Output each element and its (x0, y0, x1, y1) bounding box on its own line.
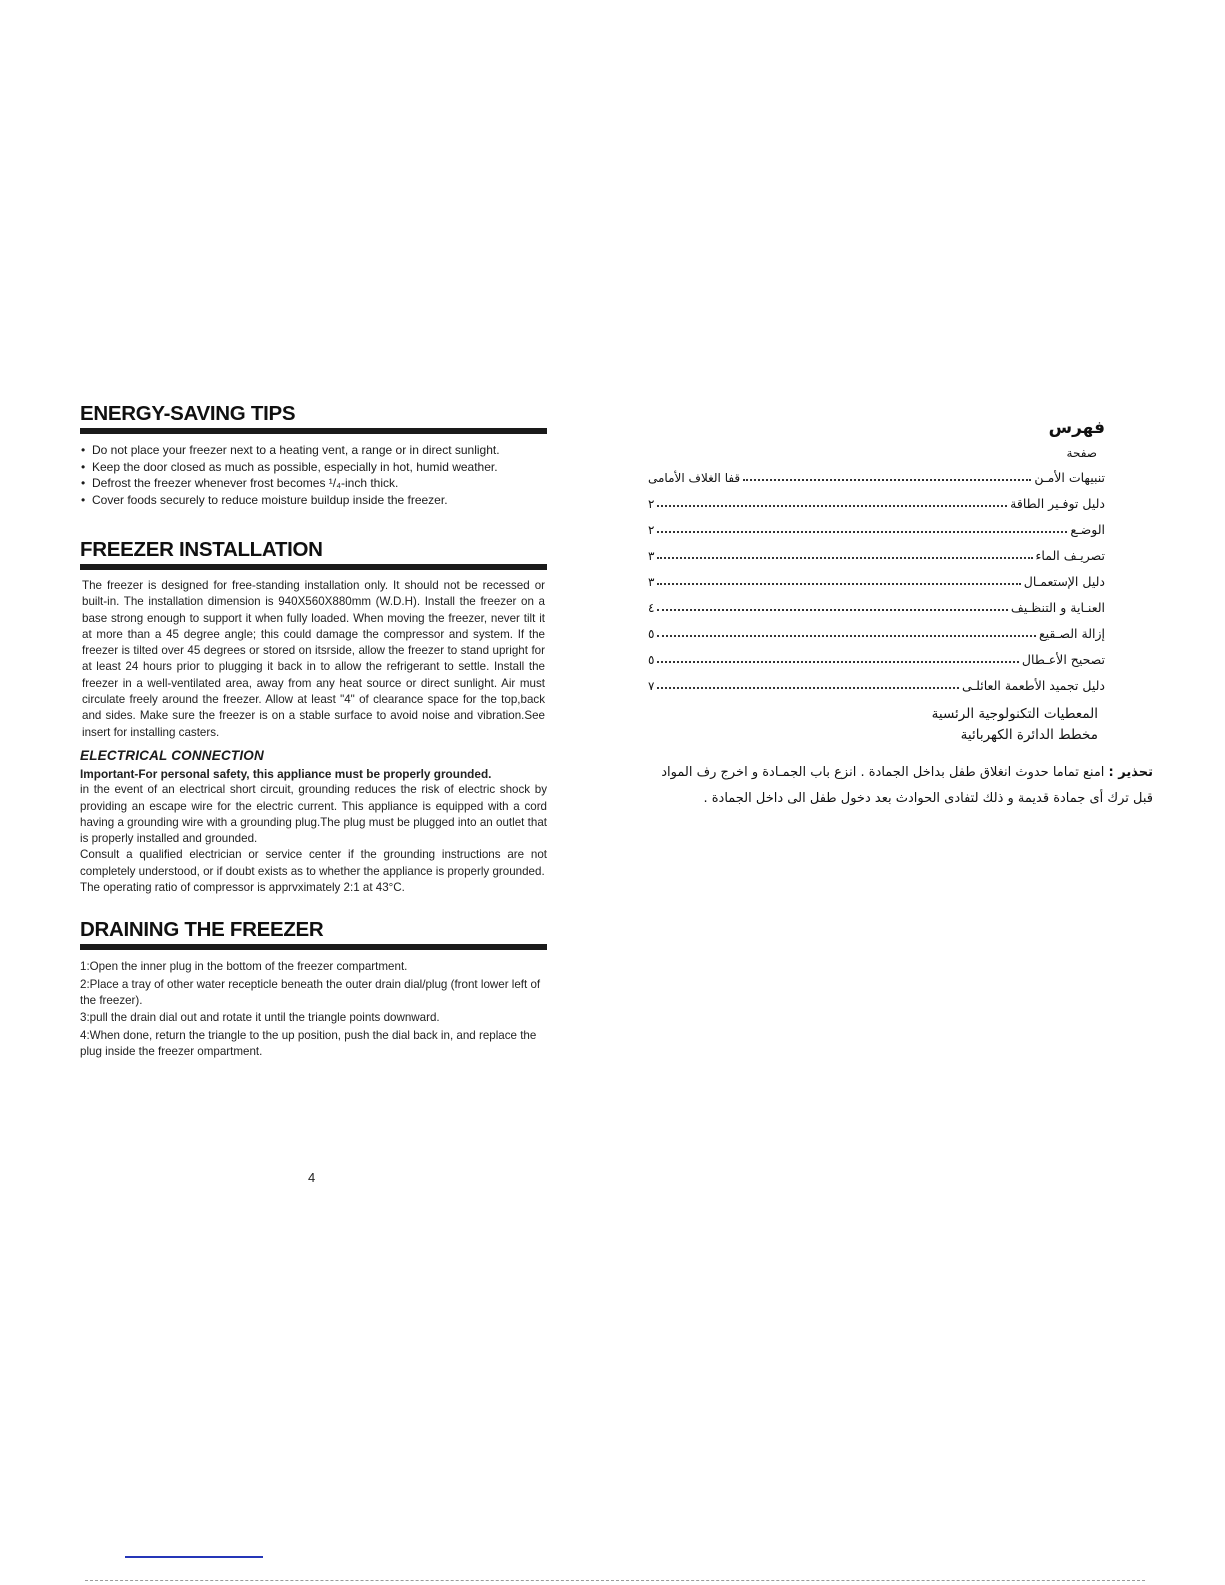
energy-tips-list (80, 442, 547, 508)
section-freezer-installation (80, 538, 547, 896)
toc-dot-leader (657, 557, 1032, 559)
electrical-body-1: in the event of an electrical short circuit, grounding reduces the risk of electric shock by providing an escape wire for the electric current. This appliance is equipped with a cord having a grounding wire with a grounding plug.The plug must be plugged into an outlet that is properly installed and grounded. (80, 783, 547, 846)
toc-row (648, 522, 1105, 537)
energy-tips-title: ENERGY-SAVING TIPS (80, 402, 547, 434)
toc-entry-page: ٢ (648, 523, 655, 537)
warning-paragraph (648, 760, 1153, 813)
page-number: 4 (308, 1170, 316, 1185)
electrical-body-3: The operating ratio of compressor is apprvximately 2:1 at 43°C. (80, 881, 405, 895)
toc-entry-title: إزالة الصـقيع (1039, 626, 1105, 641)
table-of-contents (648, 470, 1153, 693)
energy-tip-item: • Cover foods securely to reduce moisture buildup inside the freezer. (80, 492, 547, 509)
tech-data-line: المعطيات التكنولوجية الرئسية (931, 706, 1098, 722)
energy-tip-item: • Defrost the freezer whenever frost becomes ¹/₄-inch thick. (80, 475, 547, 492)
bottom-blue-line (125, 1556, 263, 1558)
toc-entry-page: ٣ (648, 575, 655, 589)
toc-row (648, 678, 1105, 693)
toc-dot-leader (743, 479, 1031, 481)
energy-tip-item: • Do not place your freezer next to a heating vent, a range or in direct sunlight. (80, 442, 547, 459)
section-draining-freezer (80, 918, 547, 1060)
installation-title: FREEZER INSTALLATION (80, 538, 547, 570)
toc-entry-page: ٥ (648, 627, 655, 641)
draining-step: 2:Place a tray of other water recepticle beneath the outer drain dial/plug (front lower left of the freezer). (80, 977, 541, 1007)
draining-step: 3:pull the drain dial out and rotate it until the triangle points downward. (80, 1011, 440, 1025)
toc-row (648, 548, 1105, 563)
toc-row (648, 652, 1105, 667)
draining-step: 1:Open the inner plug in the bottom of the freezer compartment. (80, 960, 408, 974)
arabic-column (648, 418, 1153, 813)
toc-dot-leader (657, 687, 959, 689)
toc-entry-page: ٣ (648, 549, 655, 563)
toc-entry-title: دليل الإستعمـال (1023, 574, 1105, 589)
toc-dot-leader (657, 531, 1067, 533)
section-energy-saving-tips (80, 402, 547, 508)
toc-dot-leader (657, 635, 1036, 637)
toc-row (648, 470, 1105, 485)
electrical-important-note: Important-For personal safety, this appliance must be properly grounded. (80, 766, 492, 781)
energy-tip-item: • Keep the door closed as much as possible, especially in hot, humid weather. (80, 459, 547, 476)
electrical-connection-heading: ELECTRICAL CONNECTION (80, 747, 264, 763)
toc-row (648, 496, 1105, 511)
toc-dot-leader (657, 609, 1007, 611)
toc-entry-title: تصحيح الأعـطال (1021, 652, 1105, 667)
toc-entry-title: تصريـف الماء (1035, 548, 1105, 563)
toc-entry-title: تنبيهات الأمـن (1034, 470, 1105, 485)
arabic-index-title: فهرس (1048, 418, 1105, 438)
toc-entry-title: دليل توفـير الطاقة (1010, 496, 1105, 511)
toc-dot-leader (657, 583, 1020, 585)
warning-label: تحذير : (1108, 764, 1153, 780)
toc-entry-title: دليل تجميد الأطعمة العائلـى (962, 678, 1105, 693)
toc-row (648, 574, 1105, 589)
toc-row (648, 626, 1105, 641)
warning-text: امنع تماما حدوث انغلاق طفل بداخل الجمادة . انزع باب الجمـادة و اخرج رف المواد قبل ترك أى جمادة قديمة و ذلك لتفادى الحوادث بعد دخول طفل الى داخل الجمادة . (661, 764, 1153, 807)
toc-entry-page: ٤ (648, 601, 655, 615)
electrical-body-2: Consult a qualified electrician or service center if the grounding instructions are not completely understood, or if doubt exists as to whether the appliance is properly grounded. (80, 848, 547, 878)
toc-entry-page: ٢ (648, 497, 655, 511)
toc-entry-page: قفا الغلاف الأمامى (648, 471, 741, 485)
english-column (80, 402, 547, 1061)
draining-step: 4:When done, return the triangle to the up position, push the dial back in, and replace the plug inside the freezer ompartment. (80, 1028, 537, 1058)
toc-row (648, 600, 1105, 615)
toc-dot-leader (657, 661, 1018, 663)
draining-title: DRAINING THE FREEZER (80, 918, 547, 950)
toc-entry-title: الوضـع (1070, 522, 1105, 537)
toc-entry-title: العنـاية و التنظـيف (1010, 600, 1105, 615)
installation-body: The freezer is designed for free-standing installation only. It should not be recessed or built-in. The installation dimension is 940X560X880mm (W.D.H). Install the freezer on a base strong enough to support it when fully loaded. When moving the freezer, never tilt it at more than a 45 degree angle; this could damage the compressor and system. If the freezer is tilted over 45 degrees or stored on itsrside, allow the freezer to stand upright for at least 24 hours prior to plugging it back in to allow the refrigerant to settle. Install the freezer in a well-ventilated area, away from any heat source or direct sunlight. Air must circulate freely around the freezer. Allow at least "4" of clearance space for the top,back and sides. Make sure the freezer is on a stable surface to avoid noise and vibration.See insert for installing casters. (82, 579, 545, 739)
arabic-page-column-label: صفحة (1066, 446, 1097, 460)
bottom-dashed-rule (85, 1580, 1145, 1581)
draining-steps (80, 959, 547, 1060)
toc-entry-page: ٧ (648, 679, 655, 693)
toc-entry-page: ٥ (648, 653, 655, 667)
toc-dot-leader (657, 505, 1007, 507)
circuit-diagram-line: مخطط الدائرة الكهربائية (960, 726, 1098, 743)
